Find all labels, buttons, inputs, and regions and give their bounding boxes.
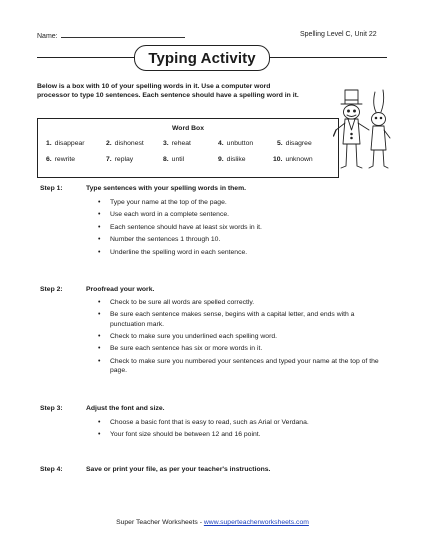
list-item: • Check to be sure all words are spelled correctly. [96,298,381,307]
word-number: 9. [218,156,224,163]
step-4-label: Step 4: [40,466,63,473]
footer-link[interactable]: www.superteacherworksheets.com [203,519,309,526]
word-text: disagree [285,140,312,147]
list-item: • Use each word in a complete sentence. [96,210,396,219]
intro-text: Below is a box with 10 of your spelling words in it. Use a computer word processor to type 10 sentences. Each sentence should have a spelling word in it. [37,83,299,100]
list-item: • Number the sentences 1 through 10. [96,235,396,244]
word-text: unbutton [226,140,254,147]
word-number: 1. [46,140,52,147]
word-number: 6. [46,156,52,163]
word-item [46,156,75,163]
step-3-label: Step 3: [40,405,63,412]
list-item: • Underline the spelling word in each sentence. [96,248,396,257]
word-box-title: Word Box [172,125,204,132]
word-item [277,140,312,147]
step-2-label: Step 2: [40,286,63,293]
list-item: • Each sentence should have at least six words in it. [96,223,396,232]
footer-text: Super Teacher Worksheets - [116,519,204,526]
word-text: replay [114,156,134,163]
word-text: until [171,156,185,163]
word-item [106,140,144,147]
list-item: • Check to make sure you underlined each spelling word. [96,332,381,341]
list-item: • Type your name at the top of the page. [96,198,396,207]
word-number: 10. [273,156,283,163]
word-item [218,156,246,163]
step-1-list [96,198,396,260]
list-item: • Check to make sure you numbered your sentences and typed your name at the top of the page. [96,357,381,375]
word-item [163,156,184,163]
word-text: unknown [285,156,313,163]
list-item: • Be sure each sentence makes sense, begins with a capital letter, and ends with a punctuation mark. [96,310,381,328]
name-field-label [37,31,185,40]
step-2-heading: Proofread your work. [86,286,155,293]
word-number: 7. [106,156,112,163]
step-1-heading: Type sentences with your spelling words in them. [86,185,247,192]
word-box [37,118,339,178]
step-3-heading: Adjust the font and size. [86,405,165,412]
page-title: Typing Activity [134,45,270,71]
step-3-list [96,418,396,443]
word-number: 2. [106,140,112,147]
word-number: 5. [277,140,283,147]
footer [0,519,425,526]
level-label: Spelling Level C, Unit 22 [300,31,377,38]
name-line [61,31,185,38]
word-text: reheat [171,140,191,147]
step-4-heading: Save or print your file, as per your teacher's instructions. [86,466,271,473]
magician-rabbit-illustration [333,86,393,178]
word-number: 3. [163,140,169,147]
word-item [46,140,85,147]
word-text: dishonest [114,140,144,147]
word-text: disappear [54,140,85,147]
word-text: rewrite [54,156,76,163]
word-number: 4. [218,140,224,147]
list-item: • Your font size should be between 12 and 16 point. [96,430,396,439]
list-item: • Choose a basic font that is easy to read, such as Arial or Verdana. [96,418,396,427]
step-1-label: Step 1: [40,185,63,192]
step-2-list [96,298,381,378]
word-item [106,156,133,163]
name-label: Name: [37,33,58,40]
word-item [163,140,191,147]
list-item: • Be sure each sentence has six or more words in it. [96,344,381,353]
word-item [273,156,313,163]
word-item [218,140,253,147]
word-text: dislike [226,156,246,163]
word-number: 8. [163,156,169,163]
